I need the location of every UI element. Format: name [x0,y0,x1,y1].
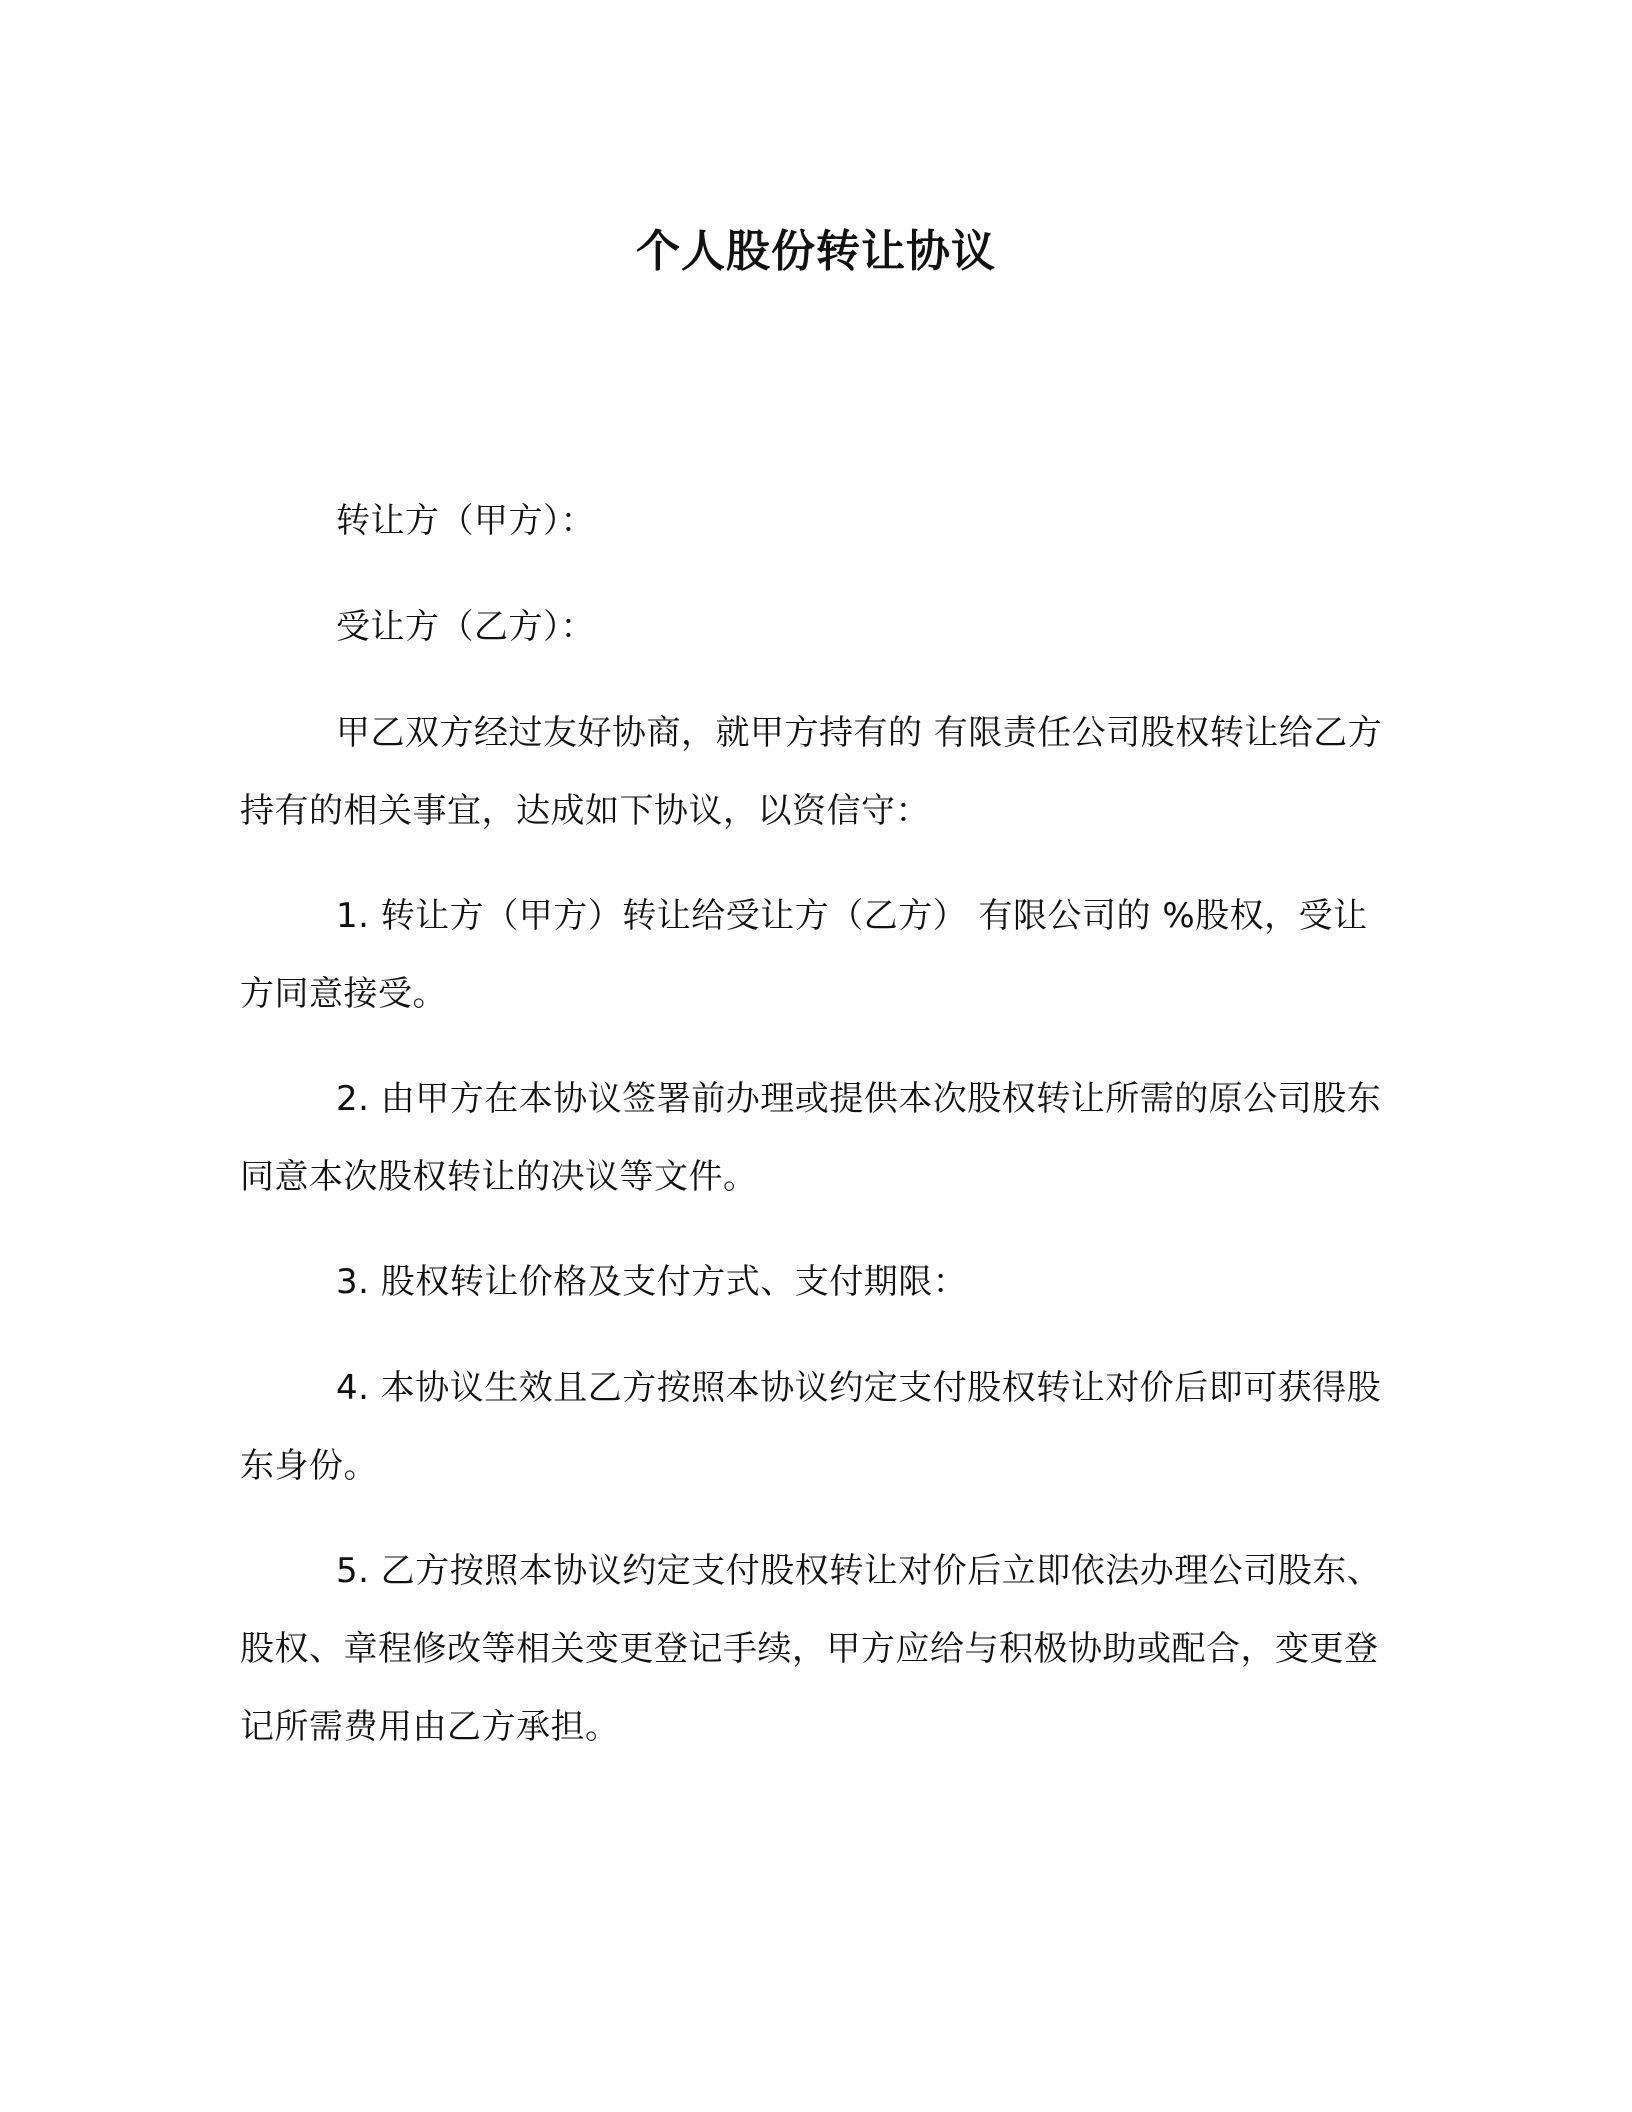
transferee-line: 受让方（乙方）： [336,607,595,647]
clause-4: 4. 本协议生效且乙方按照本协议约定支付股权转让对价后即可获得股东身份。 [240,1368,1382,1486]
clause-5: 5. 乙方按照本协议约定支付股权转让对价后立即依法办理公司股东、股权、章程修改等相关变更登记手续，甲方应给与积极协助或配合，变更登记所需费用由乙方承担。 [240,1551,1382,1747]
clause-1: 1. 转让方（甲方）转让给受让方（乙方） 有限公司的 %股权，受让方同意接受。 [240,896,1368,1014]
transferor-line: 转让方（甲方）： [336,501,595,541]
document-title: 个人股份转让协议 [636,226,996,277]
clause-2: 2. 由甲方在本协议签署前办理或提供本次股权转让所需的原公司股东同意本次股权转让的决议等文件。 [240,1079,1382,1197]
clause-3: 3. 股权转让价格及支付方式、支付期限： [336,1262,968,1302]
intro-paragraph: 甲乙双方经过友好协商，就甲方持有的 有限责任公司股权转让给乙方持有的相关事宜，达成如下协议，以资信守： [240,713,1383,831]
